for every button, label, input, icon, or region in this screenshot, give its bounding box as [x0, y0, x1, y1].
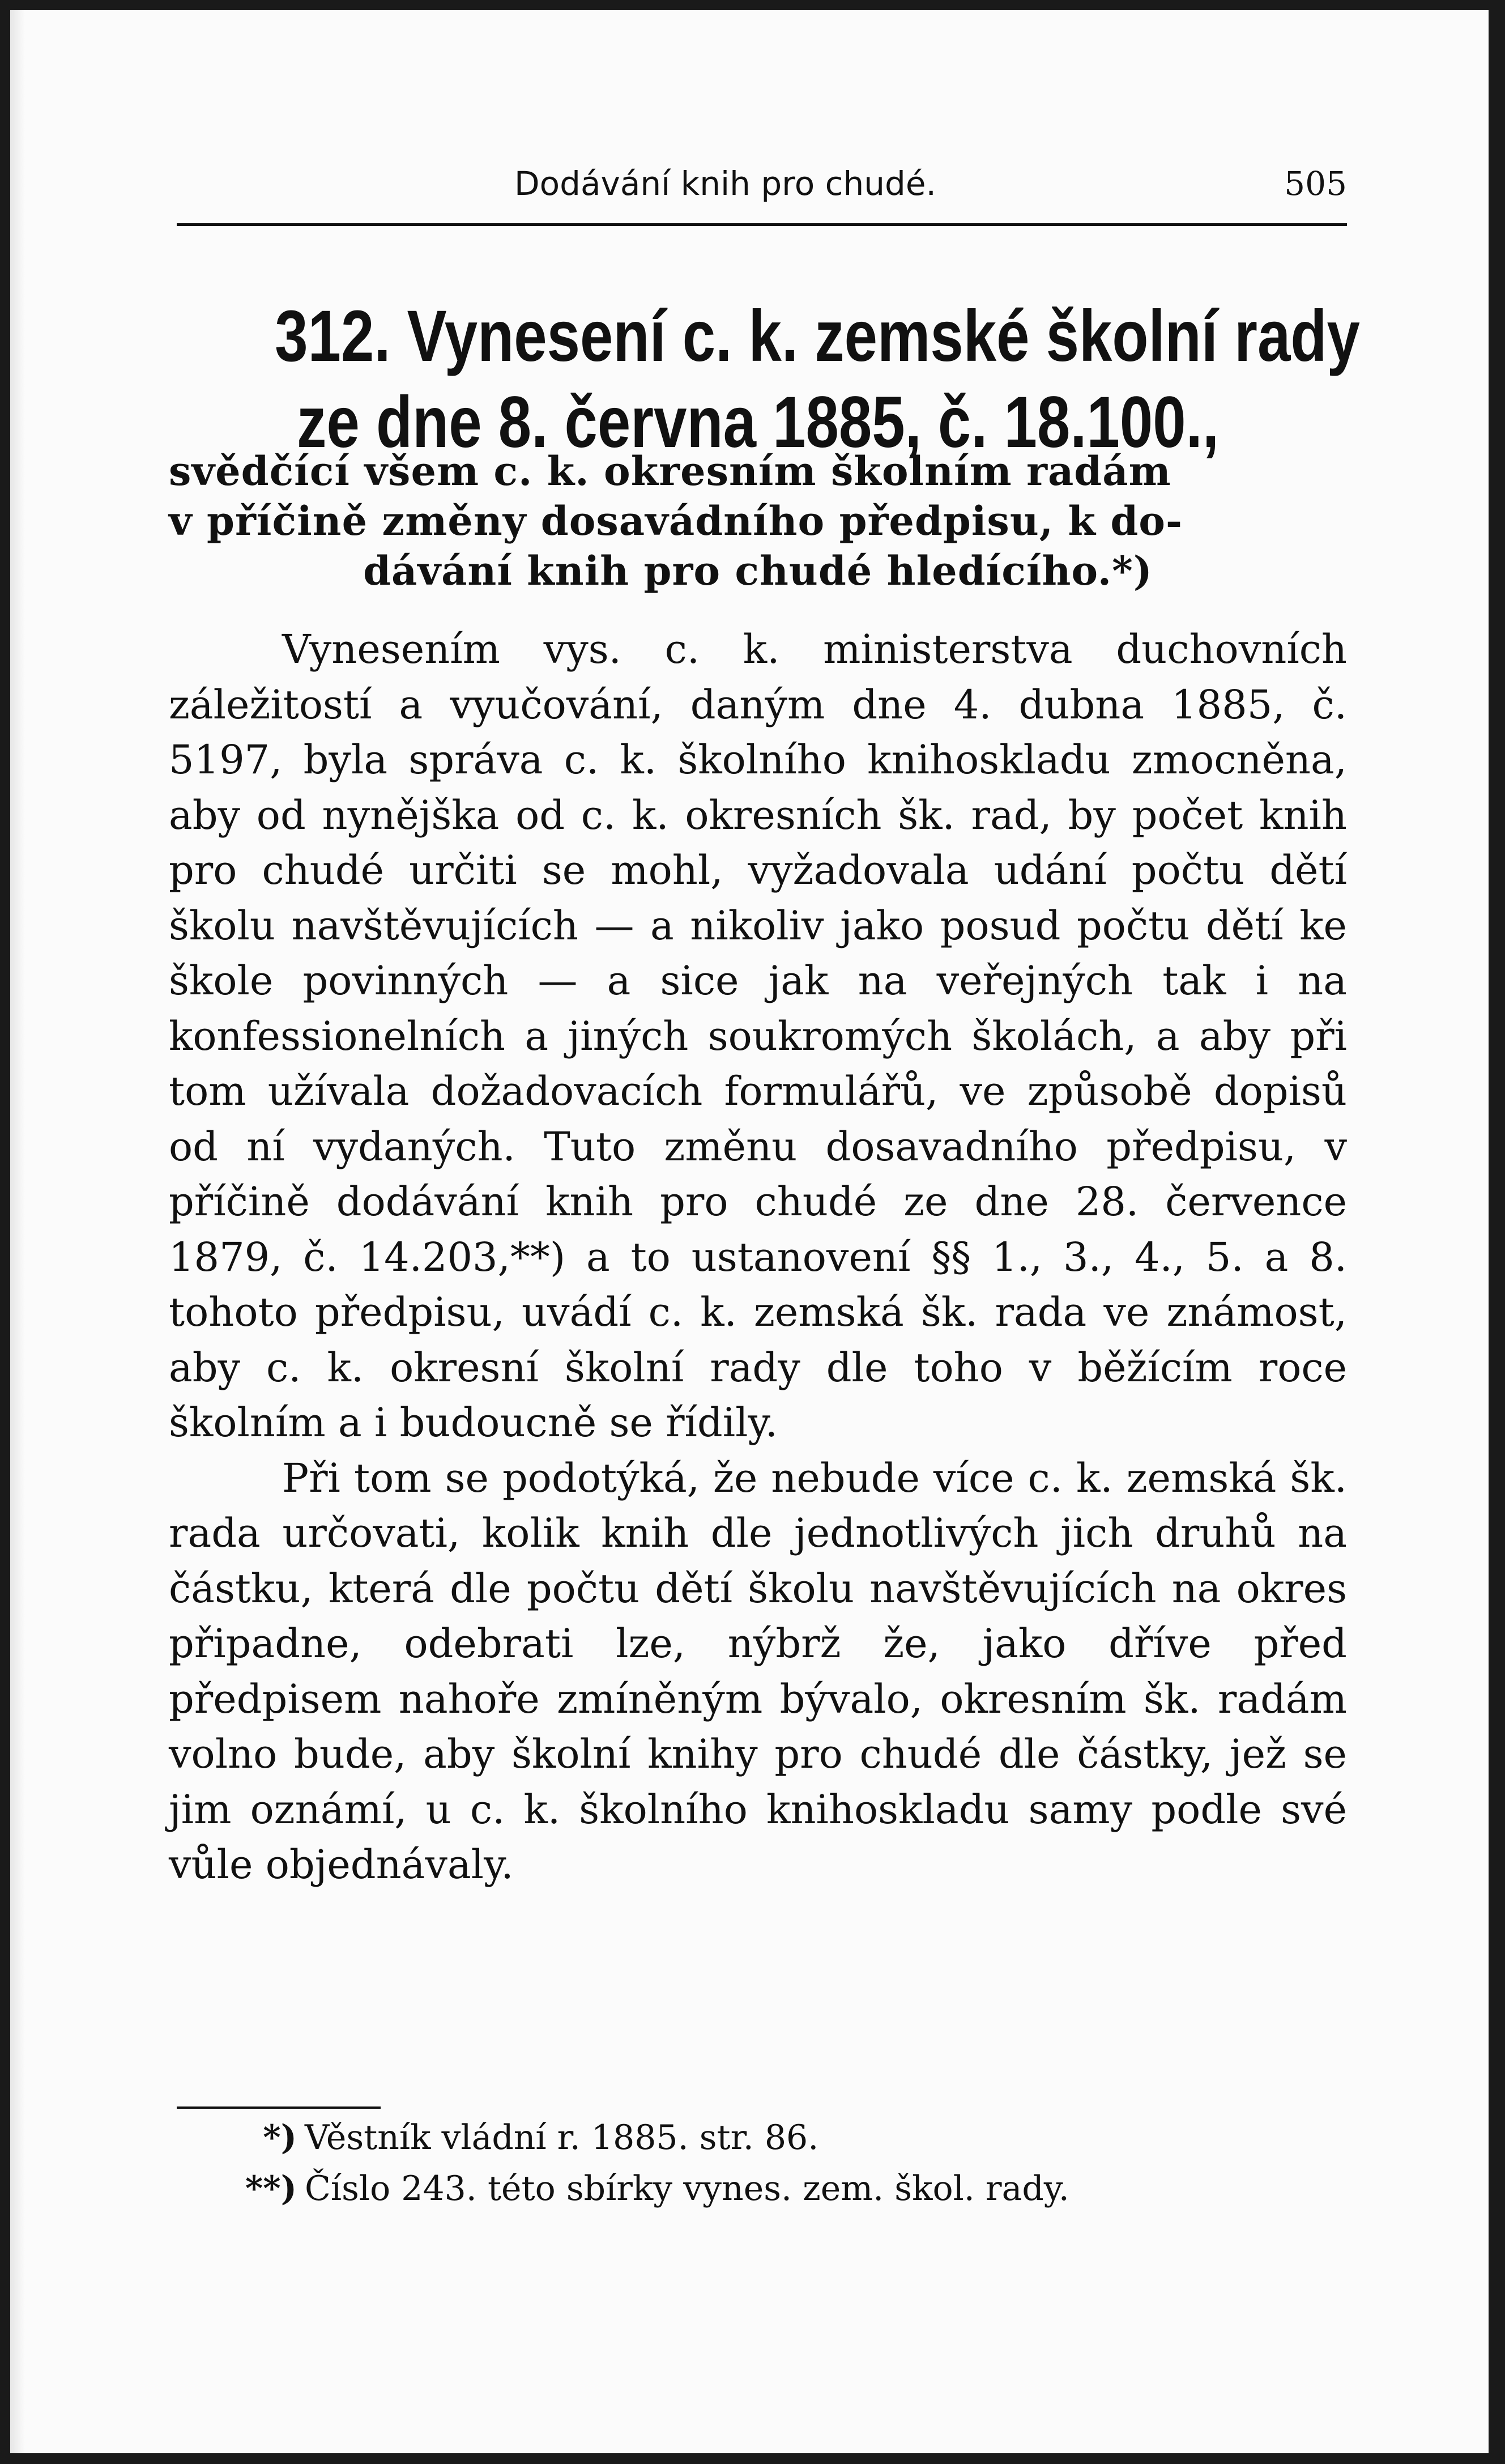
footnote-rule [177, 2106, 381, 2109]
footnote-2 [169, 2163, 1347, 2214]
page [10, 10, 1489, 2453]
heading-line-2: ze dne 8. června 1885, č. 18.100., [297, 382, 1219, 463]
footnote-1 [169, 2112, 1347, 2163]
document-heading [275, 293, 1360, 466]
footnote-mark: *) [263, 2118, 297, 2157]
running-head [169, 164, 1347, 215]
header-rule [177, 223, 1347, 226]
paragraph-1: Vynesením vys. c. k. ministerstva duchovních záležitostí a vyučování, daným dne 4. dubna 1885, č. 5197, byla správa c. k. školního knihoskladu zmocněna, aby od nynějška od c. k. okresních šk. rad, by počet knih pro chudé určiti se mohl, vyžadovala udání počtu dětí školu navštěvujících — a nikoliv jako posud počtu dětí ke škole povinných — a sice jak na veřejných tak i na konfessionelních a jiných soukromých školách, a aby při tom užívala dožadovacích formulářů, ve způsobě dopisů od ní vydaných. Tuto změnu dosavadního předpisu, v příčině dodávání knih pro chudé ze dne 28. července 1879, č. 14.203,**) a to ustanovení §§ 1., 3., 4., 5. a 8. tohoto předpisu, uvádí c. k. zemská šk. rada ve známost, aby c. k. okresní školní rady dle toho v běžícím roce školním a i budoucně se řídily. [169, 626, 1347, 1446]
footnote-text: Číslo 243. této sbírky vynes. zem. škol. rady. [305, 2169, 1069, 2208]
subheading-line-1: svědčící všem c. k. okresním školním radám [169, 448, 1171, 495]
page-number: 505 [1284, 164, 1347, 203]
running-title: Dodávání knih pro chudé. [514, 164, 936, 203]
subheading-line-2: v příčině změny dosavádního předpisu, k do- [169, 497, 1183, 544]
subheading-line-3: dávání knih pro chudé hledícího.*) [363, 547, 1153, 594]
heading-line-1: 312. Vynesení c. k. zemské školní rady [275, 296, 1360, 377]
document-subheading [169, 446, 1347, 596]
paragraph-2: Při tom se podotýká, že nebude více c. k. zemská šk. rada určovati, kolik knih dle jednotlivých jich druhů na částku, která dle počtu dětí školu navštěvujících na okres připadne, odebrati lze, nýbrž že, jako dříve před předpisem nahoře zmíněným bývalo, okresním šk. radám volno bude, aby školní knihy pro chudé dle částky, jež se jim oznámí, u c. k. školního knihoskladu samy podle své vůle objednávaly. [169, 1454, 1347, 1888]
body-text [169, 622, 1347, 1893]
footnotes [169, 2112, 1347, 2214]
scan-edge [10, 10, 25, 2453]
footnote-mark: **) [245, 2169, 297, 2208]
footnote-text: Věstník vládní r. 1885. str. 86. [305, 2118, 819, 2157]
